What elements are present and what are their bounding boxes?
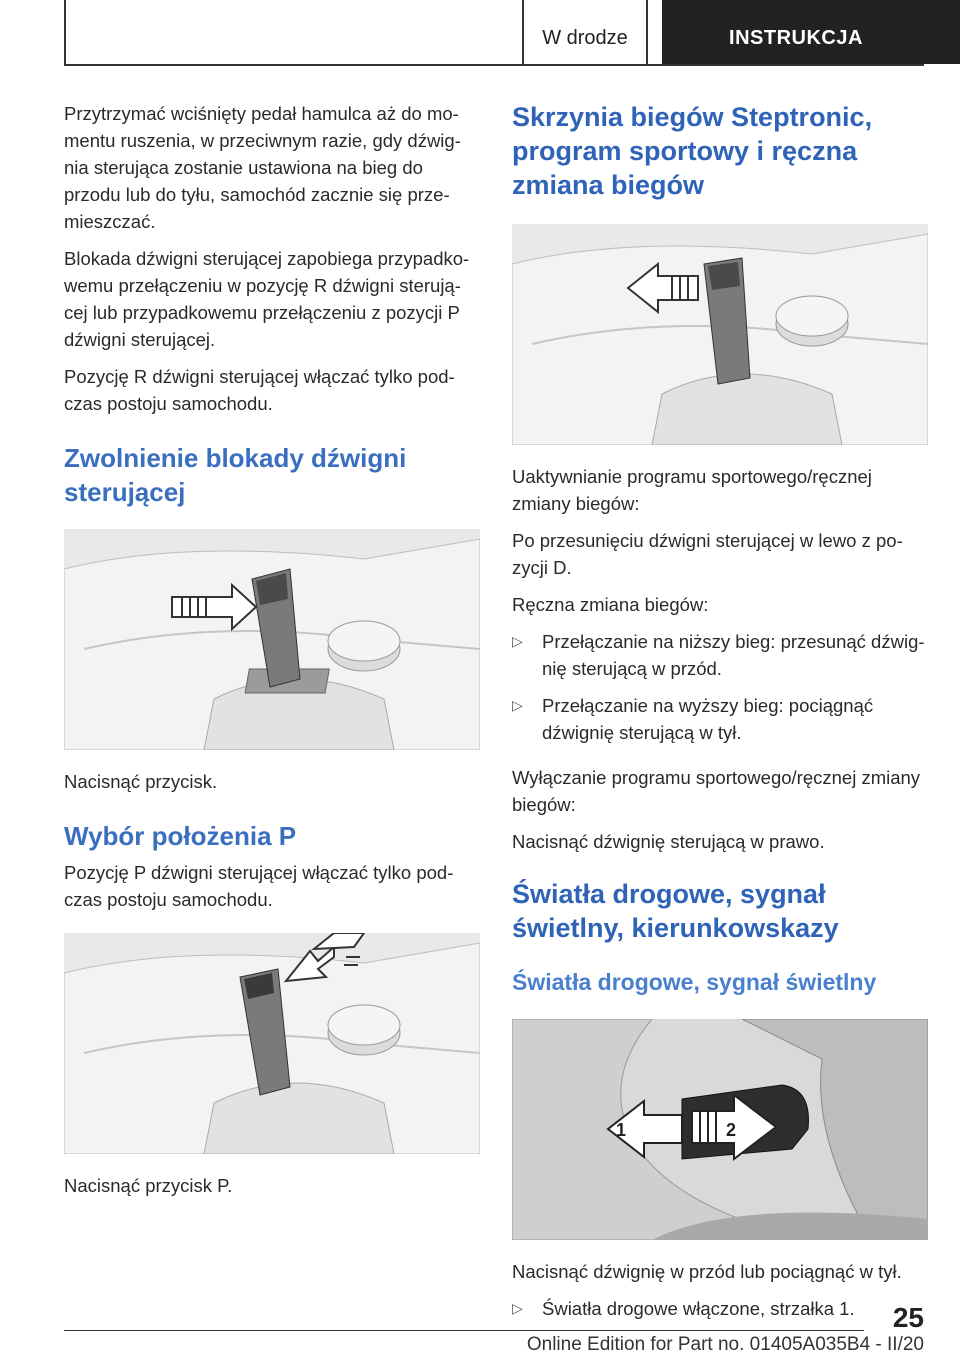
triangle-bullet-icon: ▷ [512, 1300, 523, 1316]
heading-steptronic: Skrzynia biegów Steptronic, program sportowy i ręczna zmiana biegów [512, 102, 873, 200]
figure-sport-program-drawing [512, 224, 928, 445]
header-left-rule [64, 0, 66, 66]
list-item: ▷ Przełączanie na niższy bieg: przesunąć dźwig-nię sterującą w przód. [512, 628, 928, 682]
caption-unlock: Nacisnąć przycisk. [64, 771, 218, 792]
paragraph-activate: Uaktywnianie programu sportowego/ręcznej zmiany biegów: [512, 466, 872, 514]
list-manual-shift [512, 628, 928, 746]
subheading-high-beam: Światła drogowe, sygnał świetlny [512, 969, 877, 995]
right-column [512, 100, 928, 1332]
figure-park-button-drawing [64, 933, 480, 1154]
triangle-bullet-icon: ▷ [512, 697, 523, 713]
figure-park-button [64, 933, 480, 1154]
paragraph-park: Pozycję P dźwigni sterującej włączać tylko pod-czas postoju samochodu. [64, 862, 454, 910]
list-item: ▷ Światła drogowe włączone, strzałka 1. [512, 1295, 928, 1322]
figure-turn-signal-lever-drawing [512, 1019, 928, 1240]
left-column [64, 100, 480, 1209]
paragraph-brake: Przytrzymać wciśnięty pedał hamulca aż do mo-mentu ruszenia, w przeciwnym razie, gdy dźwig-nia sterująca zostanie ustawiona na bieg do przodu lub do tyłu, samochód zacznie się prze-mieszczać. [64, 103, 461, 232]
footer-rule [64, 1330, 864, 1331]
figure-unlock-lever [64, 529, 480, 750]
list-item: ▷ Przełączanie na wyższy bieg: pociągnąć dźwignię sterującą w tył. [512, 692, 928, 746]
paragraph-lever-lock: Blokada dźwigni sterującej zapobiega przypadko-wemu przełączeniu w pozycję R dźwigni sterują-cej lub przypadkowemu przełączeniu z pozycji P dźwigni sterującej. [64, 248, 470, 350]
figure-sport-program [512, 224, 928, 445]
list-lights [512, 1295, 928, 1322]
header-section-tab: W drodze [522, 0, 648, 64]
paragraph-lever-push-pull: Nacisnąć dźwignię w przód lub pociągnąć w tył. [512, 1261, 902, 1282]
arrow-label-2: 2 [726, 1120, 737, 1140]
paragraph-manual: Ręczna zmiana biegów: [512, 594, 709, 615]
paragraph-push-right: Nacisnąć dźwignię sterującą w prawo. [512, 831, 825, 852]
header-active-tab: INSTRUKCJA [662, 0, 960, 64]
paragraph-deactivate: Wyłączanie programu sportowego/ręcznej zmiany biegów: [512, 767, 921, 815]
figure-turn-signal-lever [512, 1019, 928, 1240]
page-number: 25 [892, 1302, 924, 1333]
heading-lights: Światła drogowe, sygnał świetlny, kierunkowskazy [512, 879, 839, 943]
arrow-label-1: 1 [616, 1120, 627, 1140]
heading-park: Wybór położenia P [64, 821, 297, 851]
heading-unlock: Zwolnienie blokady dźwigni sterującej [64, 443, 407, 507]
figure-unlock-lever-drawing [64, 529, 480, 750]
paragraph-move-left: Po przesunięciu dźwigni sterującej w lewo z po-zycji D. [512, 530, 903, 578]
header-rule [64, 64, 924, 66]
paragraph-reverse: Pozycję R dźwigni sterującej włączać tylko pod-czas postoju samochodu. [64, 366, 455, 414]
caption-park: Nacisnąć przycisk P. [64, 1175, 233, 1196]
footer-edition: Online Edition for Part no. 01405A035B4 - II/20 [526, 1334, 924, 1355]
triangle-bullet-icon: ▷ [512, 633, 523, 649]
